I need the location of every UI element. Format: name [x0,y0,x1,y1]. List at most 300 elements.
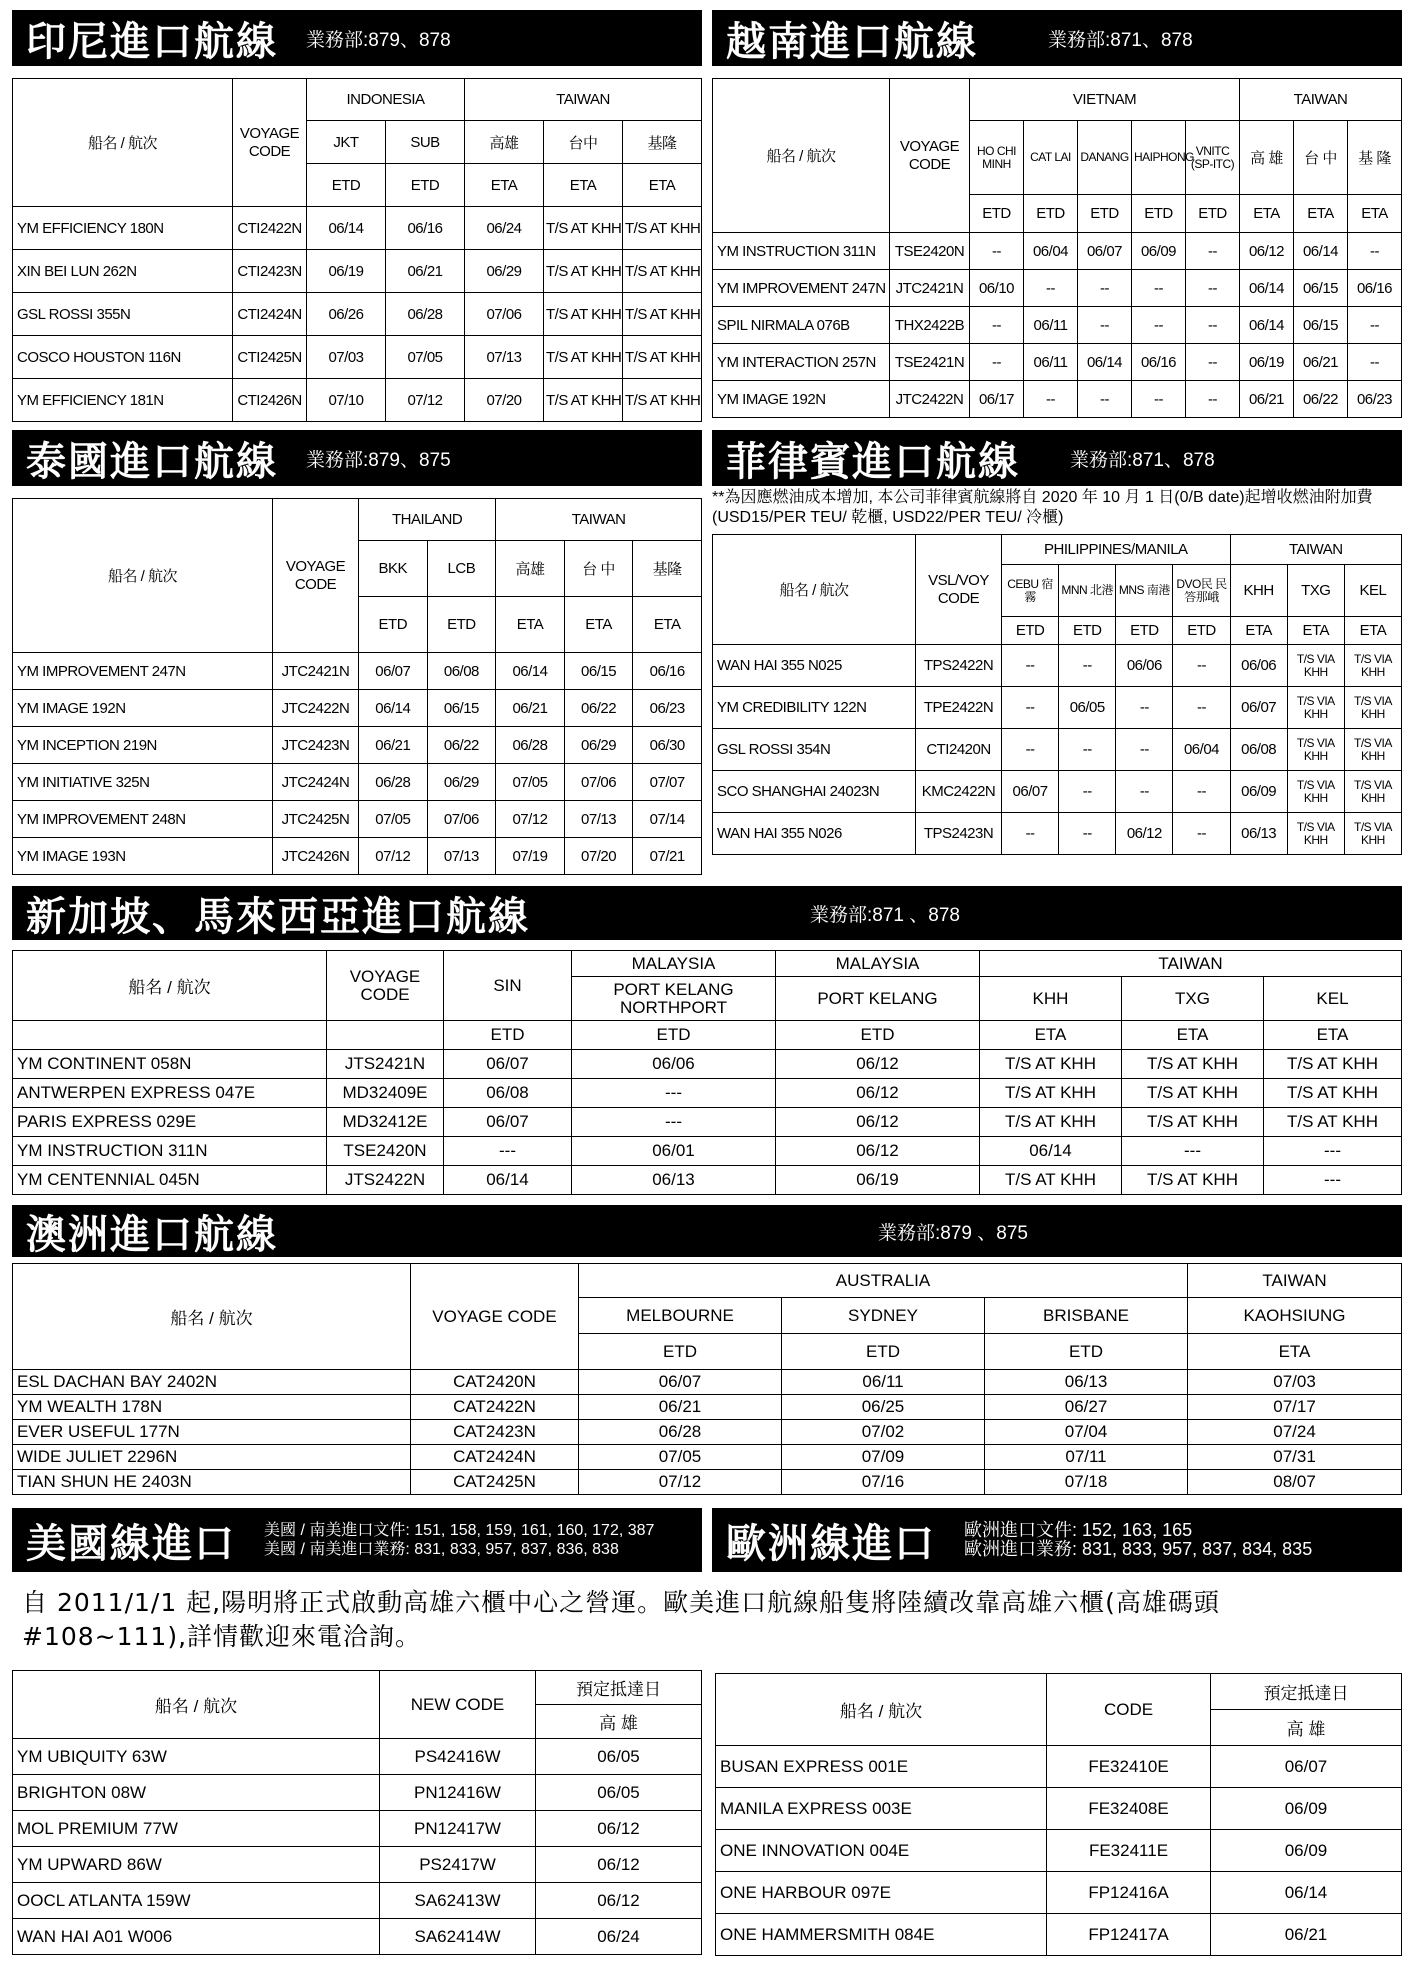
date-cell: T/S VIA KHH [1344,729,1401,771]
voyage-code: CTI2425N [233,336,307,379]
table-row [13,1811,702,1847]
date-cell: 06/21 [1211,1914,1402,1956]
table-row [13,1847,702,1883]
table-row [13,1470,1402,1495]
date-cell: --- [1264,1166,1402,1195]
ship-name: YM IMAGE 192N [713,381,890,418]
date-cell: -- [1132,270,1186,307]
date-cell: 06/04 [1024,233,1078,270]
voyage-code: JTC2421N [890,270,970,307]
group-origin: INDONESIA [307,79,465,121]
australia-title: 澳洲進口航線 [26,1211,278,1258]
ship-name: MOL PREMIUM 77W [13,1811,380,1847]
ship-name: MANILA EXPRESS 003E [716,1788,1047,1830]
table-row [13,1883,702,1919]
voyage-code: FE32408E [1047,1788,1211,1830]
etd-eta-header: ETA [623,164,702,207]
col-ship-header: 船名 / 航次 [713,79,890,233]
voyage-code: THX2422B [890,307,970,344]
date-cell: 06/10 [970,270,1024,307]
etd-eta-header: ETD [776,1021,980,1050]
indonesia-section [12,10,702,422]
australia-header-bar [12,1205,1402,1257]
voyage-code: PN12416W [380,1775,536,1811]
port-header: 高 雄 [536,1705,702,1739]
date-cell: 06/29 [427,764,496,801]
group-taiwan: TAIWAN [1188,1264,1402,1298]
ship-name: ESL DACHAN BAY 2402N [13,1370,411,1395]
date-cell: -- [1116,771,1173,813]
ship-name: GSL ROSSI 354N [713,729,916,771]
europe-docs-line: 歐洲進口文件: 152, 163, 165 [964,1520,1193,1540]
usa-business-line: 美國 / 南美進口業務: 831, 833, 957, 837, 836, 838 [264,1541,619,1558]
date-cell: 07/07 [633,764,702,801]
date-cell: -- [1116,729,1173,771]
group-origin: AUSTRALIA [579,1264,1188,1298]
date-cell: -- [1059,771,1116,813]
ship-name: PARIS EXPRESS 029E [13,1108,327,1137]
date-cell: T/S AT KHH [1122,1079,1264,1108]
europe-header-bar [712,1508,1402,1572]
thailand-header-bar [12,430,702,486]
ship-name: YM IMAGE 193N [13,838,273,875]
ship-name: YM UPWARD 86W [13,1847,380,1883]
date-cell: T/S VIA KHH [1344,645,1401,687]
ship-name: YM WEALTH 178N [13,1395,411,1420]
table-row [13,336,702,379]
date-cell: 07/03 [1188,1370,1402,1395]
date-cell: 07/13 [465,336,544,379]
date-cell: 06/21 [1294,344,1348,381]
etd-eta-header: ETA [465,164,544,207]
date-cell: 07/02 [782,1420,985,1445]
date-cell: 07/06 [564,764,633,801]
ship-name: WAN HAI 355 N026 [713,813,916,855]
date-cell: 06/07 [1211,1746,1402,1788]
date-cell: 06/16 [1348,270,1402,307]
date-cell: 06/30 [633,727,702,764]
vietnam-header-bar [712,10,1402,66]
indonesia-dept: 業務部:879、878 [306,29,451,51]
usa-title: 美國線進口 [26,1520,236,1567]
table-row [713,813,1402,855]
etd-eta-header: ETA [1344,617,1401,645]
philippines-dept: 業務部:871、878 [1070,449,1215,471]
date-cell: 06/12 [776,1108,980,1137]
date-cell: 06/23 [1348,381,1402,418]
etd-eta-header: ETD [1173,617,1230,645]
date-cell: 07/19 [496,838,565,875]
ship-name: YM INTERACTION 257N [713,344,890,381]
table-row [13,379,702,422]
date-cell: 07/12 [579,1470,782,1495]
date-cell: 07/12 [359,838,428,875]
port-header: SUB [386,121,465,164]
date-cell: 06/21 [386,250,465,293]
date-cell: 07/14 [633,801,702,838]
date-cell: T/S AT KHH [544,293,623,336]
etd-eta-header: ETA [980,1021,1122,1050]
date-cell: 06/09 [1132,233,1186,270]
voyage-code: PS2417W [380,1847,536,1883]
thailand-section [12,430,702,875]
group-origin: THAILAND [359,499,496,541]
port-header: MELBOURNE [579,1298,782,1334]
date-cell: T/S VIA KHH [1287,645,1344,687]
port-header: DVO民 民答那峨 [1173,565,1230,617]
port-header: 基隆 [623,121,702,164]
date-cell: T/S AT KHH [544,250,623,293]
date-cell: 06/21 [1240,381,1294,418]
etd-eta-header: ETA [1188,1334,1402,1370]
col-ship-header: 船名 / 航次 [716,1674,1047,1746]
date-cell: --- [1264,1137,1402,1166]
etd-eta-header: ETA [544,164,623,207]
ship-name: YM INSTRUCTION 311N [713,233,890,270]
port-header: KEL [1344,565,1401,617]
ship-name: ANTWERPEN EXPRESS 047E [13,1079,327,1108]
philippines-header-bar [712,430,1402,486]
table-row [13,1420,1402,1445]
col-code-header: CODE [1047,1674,1211,1746]
date-cell: 06/12 [776,1050,980,1079]
etd-eta-header: ETD [359,597,428,653]
date-cell: 07/21 [633,838,702,875]
voyage-code: CTI2423N [233,250,307,293]
date-cell: 06/01 [572,1137,776,1166]
date-cell: 07/13 [427,838,496,875]
table-row [13,293,702,336]
port-header: KEL [1264,977,1402,1021]
ship-name: BRIGHTON 08W [13,1775,380,1811]
col-ship-header: 船名 / 航次 [13,79,233,207]
table-row [13,1108,1402,1137]
date-cell: T/S AT KHH [623,207,702,250]
voyage-code: JTS2421N [327,1050,444,1079]
ship-name: YM IMPROVEMENT 247N [13,653,273,690]
date-cell: 06/11 [782,1370,985,1395]
usa-contacts [264,1521,654,1559]
etd-eta-header: ETD [307,164,386,207]
ship-name: SCO SHANGHAI 24023N [713,771,916,813]
date-cell: -- [1002,687,1059,729]
ship-name: XIN BEI LUN 262N [13,250,233,293]
port-header: SIN [444,951,572,1021]
australia-section [12,1205,1402,1495]
ship-name: YM UBIQUITY 63W [13,1739,380,1775]
port-header: TXG [1122,977,1264,1021]
ship-name: YM CENTENNIAL 045N [13,1166,327,1195]
date-cell: 06/14 [307,207,386,250]
date-cell: 06/19 [1240,344,1294,381]
ship-name: SPIL NIRMALA 076B [713,307,890,344]
singapore-header-bar [12,886,1402,940]
table-row [713,645,1402,687]
port-header: KHH [980,977,1122,1021]
date-cell: 06/21 [579,1395,782,1420]
date-cell: -- [1024,381,1078,418]
table-row [13,1079,1402,1108]
table-row [13,1166,1402,1195]
eta-group-header: 預定抵達日 [536,1671,702,1705]
date-cell: T/S AT KHH [980,1108,1122,1137]
date-cell: 07/11 [985,1445,1188,1470]
date-cell: T/S VIA KHH [1344,813,1401,855]
date-cell: -- [1078,381,1132,418]
date-cell: 06/08 [427,653,496,690]
date-cell: -- [1002,813,1059,855]
etd-eta-header: ETA [1230,617,1287,645]
date-cell: -- [970,344,1024,381]
etd-eta-header: ETA [1122,1021,1264,1050]
table-row [716,1830,1402,1872]
date-cell: T/S AT KHH [623,379,702,422]
date-cell: 07/20 [465,379,544,422]
col-voyage-header: VOYAGE CODE [890,79,970,233]
date-cell: 06/08 [444,1079,572,1108]
ship-name: ONE INNOVATION 004E [716,1830,1047,1872]
date-cell: -- [1132,381,1186,418]
col-ship-header: 船名 / 航次 [13,499,273,653]
col-code-header: NEW CODE [380,1671,536,1739]
etd-eta-header: ETD [1132,195,1186,233]
date-cell: 06/05 [536,1739,702,1775]
ship-name: YM INCEPTION 219N [13,727,273,764]
ship-name: YM EFFICIENCY 181N [13,379,233,422]
table-row [716,1872,1402,1914]
ship-name: TIAN SHUN HE 2403N [13,1470,411,1495]
date-cell: -- [1186,270,1240,307]
date-cell: 06/29 [465,250,544,293]
date-cell: 06/15 [1294,270,1348,307]
date-cell: 06/12 [1240,233,1294,270]
singapore-title: 新加坡、馬來西亞進口航線 [26,893,530,940]
ship-name: OOCL ATLANTA 159W [13,1883,380,1919]
etd-eta-header: ETD [970,195,1024,233]
date-cell: -- [1173,687,1230,729]
group-malaysia: MALAYSIA [776,951,980,977]
voyage-code: CAT2422N [411,1395,579,1420]
date-cell: 06/27 [985,1395,1188,1420]
date-cell: -- [1186,381,1240,418]
usa-docs-line: 美國 / 南美進口文件: 151, 158, 159, 161, 160, 172, 387 [264,1522,655,1539]
date-cell: 06/21 [496,690,565,727]
ship-name: YM IMPROVEMENT 247N [713,270,890,307]
voyage-code: JTC2422N [273,690,359,727]
col-ship-header: 船名 / 航次 [713,535,916,645]
date-cell: 06/19 [776,1166,980,1195]
port-header: 高雄 [465,121,544,164]
group-taiwan: TAIWAN [1230,535,1401,565]
table-row [713,270,1402,307]
europe-title: 歐洲線進口 [726,1520,936,1567]
date-cell: -- [970,307,1024,344]
etd-eta-header: ETD [1024,195,1078,233]
port-header: TXG [1287,565,1344,617]
empty-cell [13,1021,327,1050]
port-header: LCB [427,541,496,597]
table-row [13,653,702,690]
date-cell: T/S AT KHH [980,1079,1122,1108]
date-cell: 06/15 [427,690,496,727]
date-cell: 06/16 [1132,344,1186,381]
voyage-code: FP12417A [1047,1914,1211,1956]
ship-name: EVER USEFUL 177N [13,1420,411,1445]
date-cell: 06/06 [1230,645,1287,687]
port-header: 高雄 [496,541,565,597]
date-cell: 06/09 [1211,1830,1402,1872]
date-cell: T/S VIA KHH [1344,771,1401,813]
col-voyage-header: VOYAGE CODE [233,79,307,207]
date-cell: 07/05 [386,336,465,379]
col-ship-header: 船名 / 航次 [13,1264,411,1370]
voyage-code: CAT2423N [411,1420,579,1445]
date-cell: 06/19 [307,250,386,293]
table-row [13,690,702,727]
port-header: KHH [1230,565,1287,617]
date-cell: 06/15 [1294,307,1348,344]
etd-eta-header: ETD [444,1021,572,1050]
voyage-code: TPS2423N [916,813,1002,855]
date-cell: 06/12 [536,1847,702,1883]
fuel-surcharge-note: **為因應燃油成本增加, 本公司菲律賓航線將自 2020 年 10 月 1 日(0/B date)起增收燃油附加費(USD15/PER TEU/ 乾櫃, USD22/PER TEU/ 冷櫃) [712,489,1373,526]
etd-eta-header: ETD [386,164,465,207]
date-cell: -- [1173,771,1230,813]
date-cell: 07/06 [465,293,544,336]
col-voyage-header: VOYAGE CODE [411,1264,579,1370]
port-header: BRISBANE [985,1298,1188,1334]
voyage-code: CTI2426N [233,379,307,422]
ship-name: YM INITIATIVE 325N [13,764,273,801]
philippines-table [712,534,1402,855]
voyage-code: CTI2422N [233,207,307,250]
date-cell: 06/24 [536,1919,702,1955]
date-cell: T/S AT KHH [544,336,623,379]
date-cell: -- [1116,687,1173,729]
eta-group-header: 預定抵達日 [1211,1674,1402,1710]
ship-name: ONE HAMMERSMITH 084E [716,1914,1047,1956]
philippines-title: 菲律賓進口航線 [726,438,1020,485]
date-cell: 06/25 [782,1395,985,1420]
date-cell: T/S AT KHH [1264,1079,1402,1108]
ship-name: BUSAN EXPRESS 001E [716,1746,1047,1788]
voyage-code: CTI2424N [233,293,307,336]
table-row [716,1914,1402,1956]
date-cell: 07/18 [985,1470,1188,1495]
group-taiwan: TAIWAN [1240,79,1402,121]
date-cell: 06/07 [359,653,428,690]
table-row [13,207,702,250]
date-cell: 07/05 [496,764,565,801]
group-origin: PHILIPPINES/MANILA [1002,535,1231,565]
date-cell: -- [1078,270,1132,307]
date-cell: 06/07 [579,1370,782,1395]
voyage-code: FE32410E [1047,1746,1211,1788]
thailand-dept: 業務部:879、875 [306,449,451,471]
etd-eta-header: ETA [1264,1021,1402,1050]
date-cell: 06/28 [386,293,465,336]
date-cell: 06/07 [1002,771,1059,813]
port-header: HAIPHONG [1132,121,1186,195]
etd-eta-header: ETD [1186,195,1240,233]
etd-eta-header: ETD [579,1334,782,1370]
date-cell: 06/12 [776,1079,980,1108]
table-row [713,344,1402,381]
date-cell: 06/12 [1116,813,1173,855]
date-cell: -- [1348,307,1402,344]
date-cell: --- [444,1137,572,1166]
date-cell: 06/24 [465,207,544,250]
table-row [13,1050,1402,1079]
etd-eta-header: ETA [1240,195,1294,233]
port-header: 高 雄 [1211,1710,1402,1746]
date-cell: 06/22 [564,690,633,727]
date-cell: 06/12 [776,1137,980,1166]
date-cell: 07/06 [427,801,496,838]
ship-name: ONE HARBOUR 097E [716,1872,1047,1914]
date-cell: --- [572,1079,776,1108]
table-row [716,1788,1402,1830]
vietnam-table [712,78,1402,418]
date-cell: T/S VIA KHH [1287,687,1344,729]
europe-table [715,1673,1402,1956]
group-origin: VIETNAM [970,79,1240,121]
date-cell: 06/06 [572,1050,776,1079]
date-cell: 06/26 [307,293,386,336]
ship-name: YM IMAGE 192N [13,690,273,727]
date-cell: 06/14 [1078,344,1132,381]
date-cell: 07/12 [496,801,565,838]
australia-table [12,1263,1402,1495]
etd-eta-header: ETD [782,1334,985,1370]
port-header: PORT KELANG NORTHPORT [572,977,776,1021]
date-cell: 08/07 [1188,1470,1402,1495]
voyage-code: JTS2422N [327,1166,444,1195]
philippines-section [712,430,1402,855]
date-cell: 06/23 [633,690,702,727]
date-cell: 07/10 [307,379,386,422]
table-row [713,307,1402,344]
voyage-code: SA62414W [380,1919,536,1955]
etd-eta-header: ETA [633,597,702,653]
voyage-code: TPS2422N [916,645,1002,687]
table-row [13,1370,1402,1395]
group-taiwan: TAIWAN [496,499,702,541]
table-row [713,729,1402,771]
ship-name: YM EFFICIENCY 180N [13,207,233,250]
date-cell: 06/14 [359,690,428,727]
port-header: MNS 南港 [1116,565,1173,617]
date-cell: 06/17 [970,381,1024,418]
table-row [716,1746,1402,1788]
date-cell: 06/08 [1230,729,1287,771]
col-voyage-header: VSL/VOY CODE [916,535,1002,645]
date-cell: 07/20 [564,838,633,875]
date-cell: 06/07 [1230,687,1287,729]
date-cell: 06/16 [633,653,702,690]
voyage-code: FP12416A [1047,1872,1211,1914]
voyage-code: CAT2420N [411,1370,579,1395]
etd-eta-header: ETD [1078,195,1132,233]
voyage-code: KMC2422N [916,771,1002,813]
date-cell: 06/22 [1294,381,1348,418]
table-row [13,1775,702,1811]
empty-cell [327,1021,444,1050]
date-cell: 07/16 [782,1470,985,1495]
date-cell: -- [1348,233,1402,270]
port-header: 高 雄 [1240,121,1294,195]
date-cell: T/S AT KHH [1122,1108,1264,1137]
